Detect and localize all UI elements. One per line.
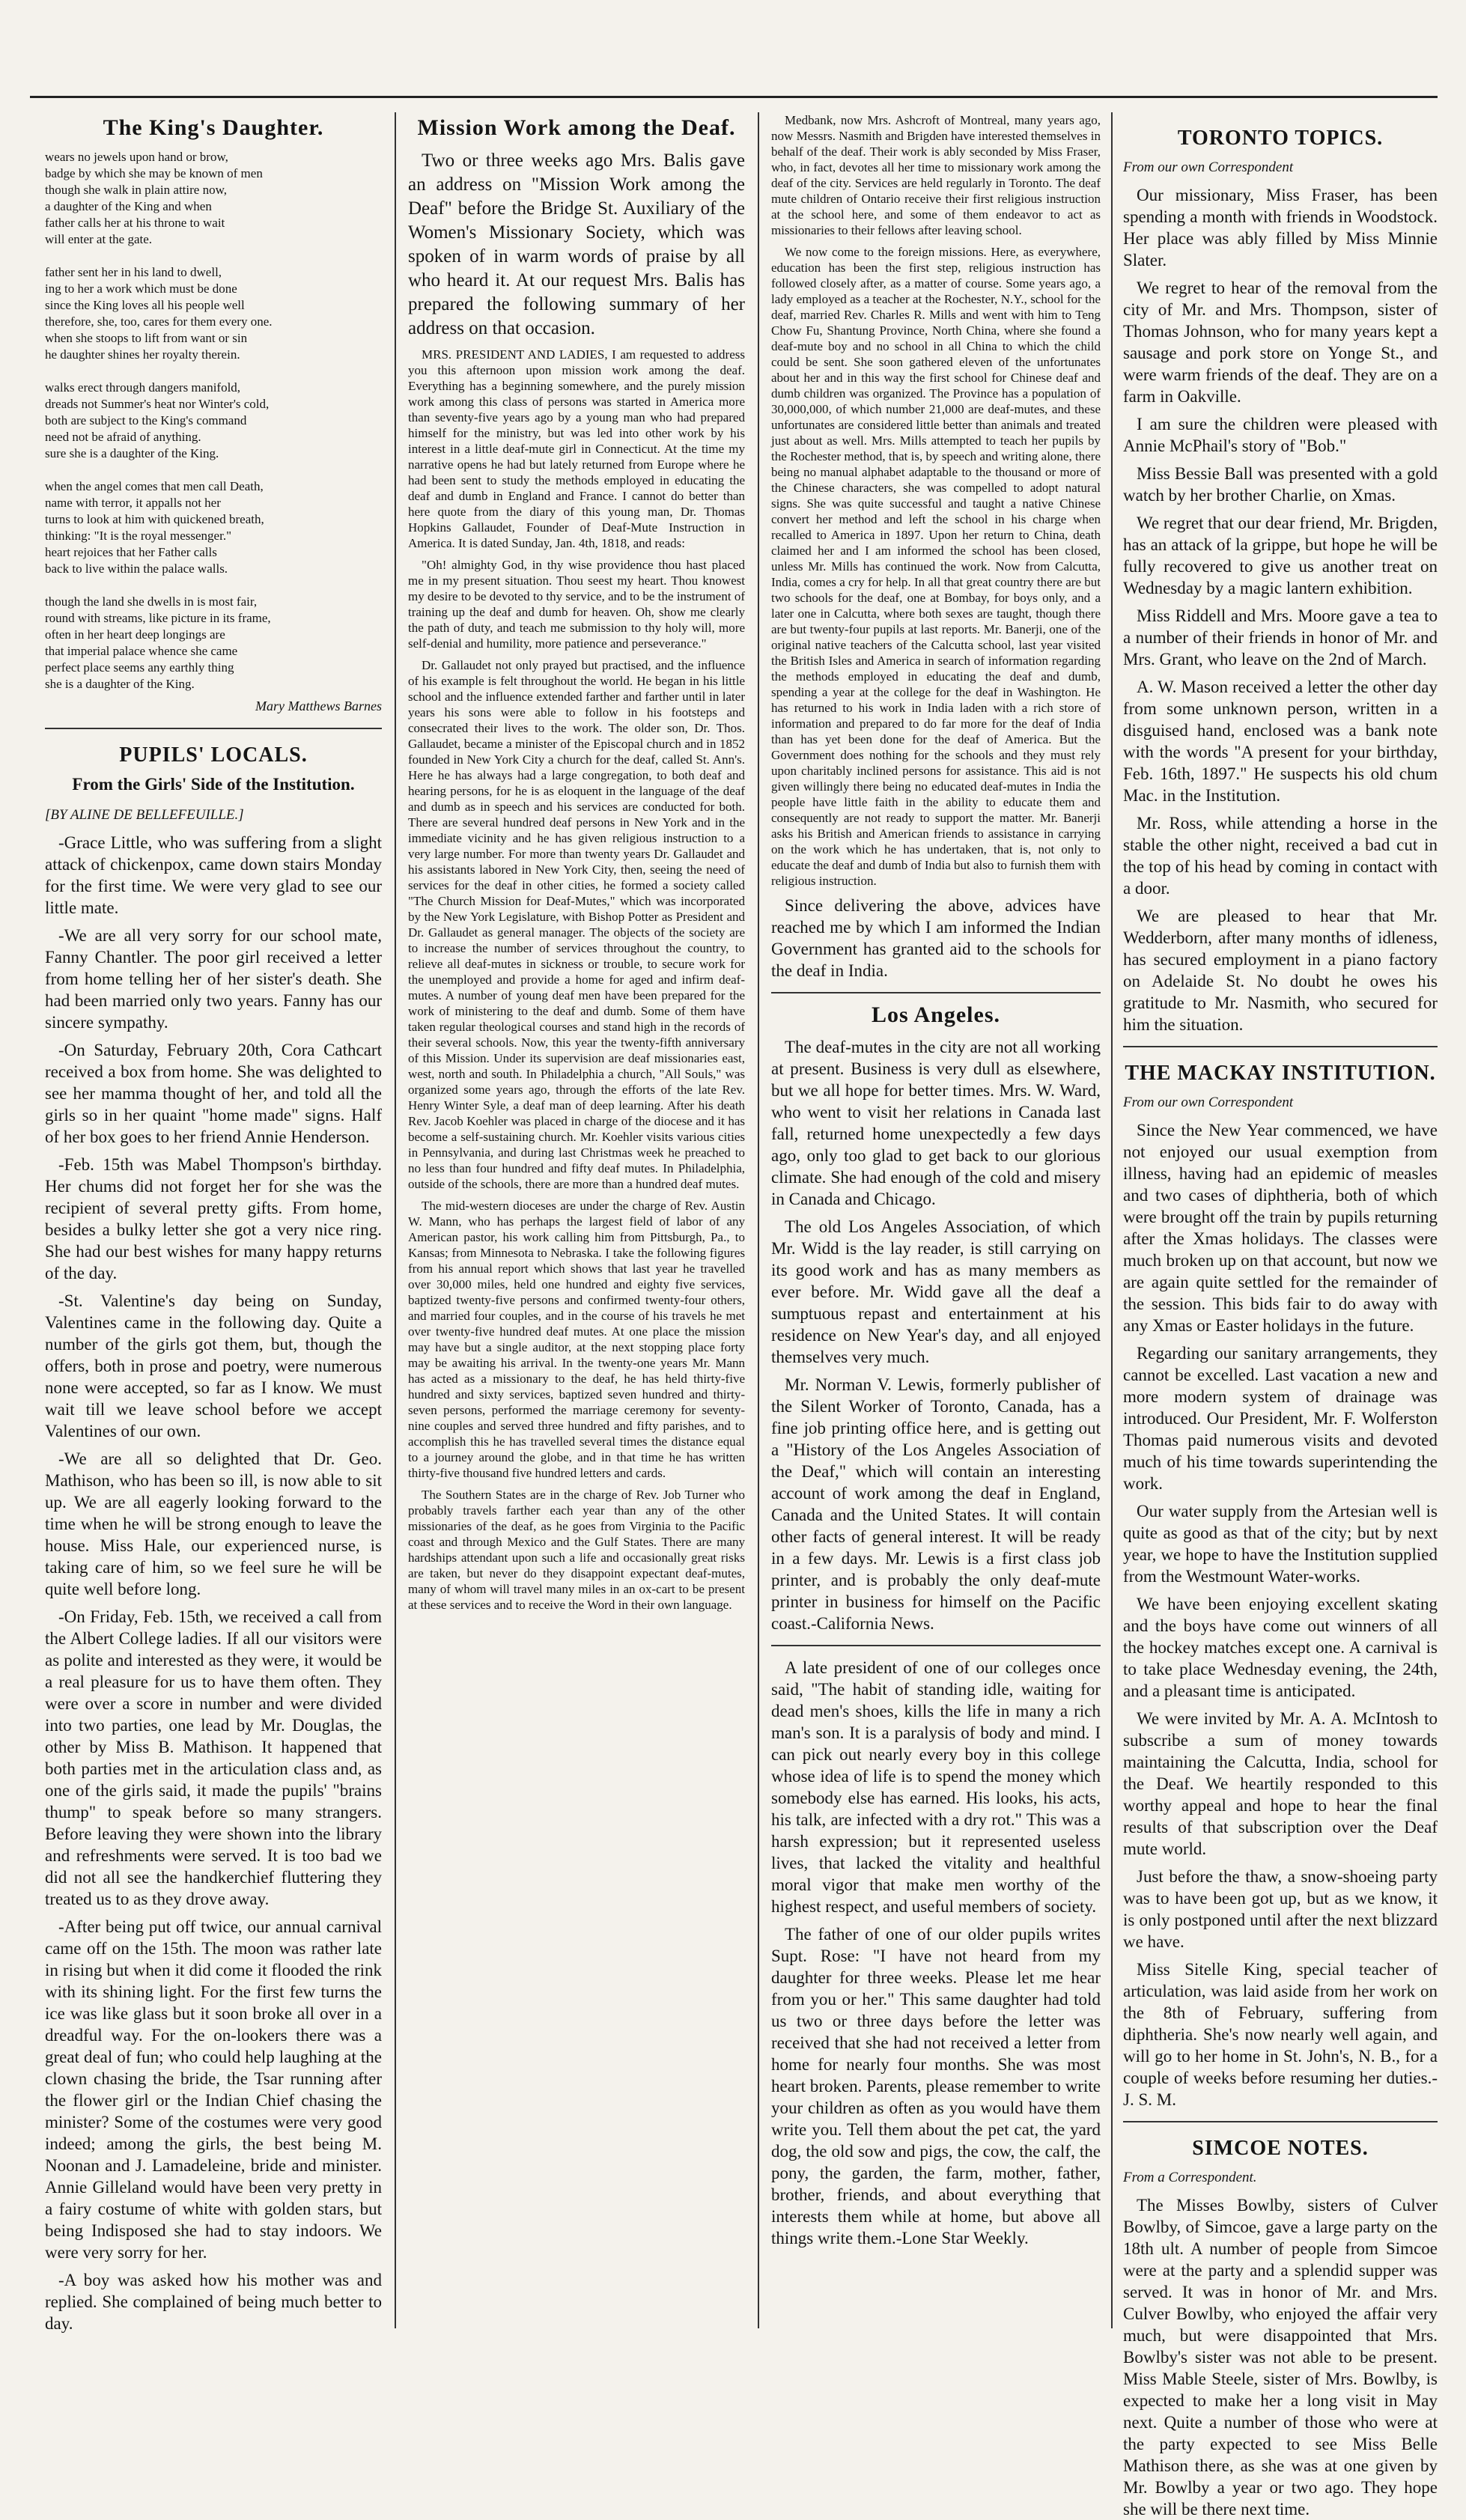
toronto-item: I am sure the children were pleased with Annie McPhail's story of "Bob."	[1123, 415, 1438, 455]
kings-daughter-poem: wears no jewels upon hand or brow, badge by which she may be known of men though she walk in plain attire now, a daughter of the King and when father calls her at his throne to wait will enter at the gate. father sent her in his land to dwell, ing to her a work which must be done since the King loves all his people well therefore, she, too, cares for them every one. when she stoops to lift from want or sin he daughter shines her royalty therein. walks erect through dangers manifold, dreads not Summer's heat nor Winter's cold, both are subject to the King's command need not be afraid of anything. sure she is a daughter of the King. when the angel comes that men call Death, name with terror, it appalls not her turns to look at him with quickened breath, thinking: "It is the royal messenger." heart rejoices that her Father calls back to live within the palace walls. though the land she dwells in is most fair, round with streams, like picture in its frame, often in her heart deep longings are that imperial palace whence she came perfect place seems any earthly thing she is a daughter of the King.	[45, 150, 273, 691]
toronto-item: We regret that our dear friend, Mr. Brigden, has an attack of la grippe, but hope he will be fully recovered to give us another treat on Wednesday by a magic lantern exhibition.	[1123, 514, 1438, 597]
section-rule	[45, 728, 382, 729]
simcoe-item: The Misses Bowlby, sisters of Culver Bowlby, of Simcoe, gave a large party on the 18th ult. A number of people from Simcoe were at the party and a splendid supper was served. It was in honor of Mr. and Mrs. Culver Bowlby, who enjoyed the affair very much, but were disappointed that Mrs. Bowlby's sister was not able to be present. Miss Mable Steele, sister of Mrs. Bowlby, is expected to make her a long visit in May next. Quite a number of those who were at the party expected to see Miss Belle Mathison there, as she was at one given by Mr. Bowlby a year or two ago. They hope she will be there next time.	[1123, 2196, 1438, 2519]
mission-paragraph: Dr. Gallaudet not only prayed but practised, and the influence of his example is felt throughout the world. He began in his little school and the influence extended farther and farther until in later years his sons were able to follow in his footsteps and consecrated their lives to the work. The older son, Dr. Thos. Gallaudet, became a minister of the Episcopal church and in 1852 founded in New York City a church for the deaf, called St. Ann's. Here he has always had a large congregation, to both deaf and hearing persons, for he is as eloquent in the language of the deaf and dumb as in speech and his services are conducted for both. There are several hundred deaf persons in New York and in the immediate vicinity and he has given religious instruction to a very large number. For more than twenty years Dr. Gallaudet and his assistants labored in New York City, then, seeing the need of services for the deaf in other cities, he formed a society called "The Church Mission for Deaf-Mutes," which was incorporated by the New York Legislature, with Bishop Potter as President and Dr. Gallaudet as general manager. The objects of the society are to increase the number of services throughout the country, to relieve all deaf-mutes in sickness or trouble, to secure work for the unemployed and provide a home for aged and infirm deaf-mutes. A number of young deaf men have been prepared for the work of ministering to the deaf and dumb. Some of them have taken regular theological courses and stand high in the records of their several schools. Now, this year the twenty-fifth anniversary of this Mission. Under its supervision are deaf missionaries east, west, north and south. In Philadelphia a church, "All Souls," was organized some years ago, through the efforts of the late Rev. Henry Winter Syle, a deaf man of deep learning. After his death Rev. Jacob Koehler was placed in charge of the diocese and it has become a self-sustaining church. Mr. Koehler visits various cities in Pennsylvania, and during last Christmas week he preached to no less than four hundred and fifty deaf mutes. In Philadelphia, outside of the schools, there are more than a hundred deaf mutes.	[408, 658, 745, 1191]
editorial-item: A late president of one of our colleges once said, "The habit of standing idle, waiting for dead men's shoes, kills the life in many a rich man's son. It is a paralysis of body and mind. I can pick out nearly every boy in this college whose idea of life is to spend the money which somebody else has earned. His looks, his acts, his talk, are infected with a dry rot." This was a harsh expression; but it represented useless lives, that lacked the vitality and healthful moral vigor that make men worthy of the highest respect, and useful members of society.	[771, 1658, 1101, 1916]
los-angeles-item: The deaf-mutes in the city are not all working at present. Business is very dull as elsewhere, but we all hope for better times. Mrs. W. Ward, who went to visit her relations in Canada last fall, returned home unexpectedly a few days ago, only too glad to get back to our glorious climate. She had enough of the cold and misery in Canada and Chicago.	[771, 1038, 1101, 1208]
los-angeles-item: Mr. Norman V. Lewis, formerly publisher of the Silent Worker of Toronto, Canada, has a fine job printing office here, and is getting out a "History of the Los Angeles Association of the Deaf," which will contain an interesting account of work among the deaf in England, Canada and the United States. It will contain other facts of general interest. It will be ready in a few days. Mr. Lewis is a first class job printer, and is probably the only deaf-mute printer in business for himself on the Pacific coast.-California News.	[771, 1375, 1101, 1633]
kings-daughter-title: The King's Daughter.	[103, 115, 324, 140]
local-item: -On Friday, Feb. 15th, we received a call from the Albert College ladies. If all our visitors were as polite and interested as they were, it would be a real pleasure for us to have them often. They were over a score in number and were divided into two parties, one lead by Mr. Douglas, the other by Miss B. Mathison. It happened that both parties met in the articulation class and, as one of the girls said, it made the pupils' "brains thump" to speak before so many strangers. Before leaving they were shown into the library and refreshments were served. It is too bad we did not all see the handkerchief fluttering they treated us to as they drove away.	[45, 1607, 382, 1908]
section-rule	[1123, 2121, 1438, 2122]
top-rule	[30, 96, 1438, 98]
mission-continued: We now come to the foreign missions. Here, as everywhere, education has been the first step, religious instruction has followed closely after, as a matter of course. Some years ago, a lady employed as a teacher at the Rochester, N.Y., school for the deaf, married Rev. Charles R. Mills and went with him to Teng Chow Fu, Shantung Province, North China, where she found a deaf-mute boy and no school in all China to which the child could be sent. She soon gathered eleven of the unfortunates about her and in this way the first school for Chinese deaf and dumb children was organized. The Province has a population of 30,000,000, of which number 21,000 are deaf-mutes, and these unfortunates are considered little better than animals and treated just about as well. Mrs. Mills attempted to teach her pupils by the Rochester method, that is, by speech and writing alone, there being no manual alphabet adaptable to the thousand or more of the Chinese characters, she was compelled to adopt natural signs. She was quite successful and taught a native Chinese convert her method and left the school in his charge when recalled to America in 1897. Upon her return to China, death claimed her and I am informed the school has been closed, unless Mr. Mills has continued the work. Now from Calcutta, India, comes a cry for help. In all that great country there are but two schools for the deaf, one at Bombay, for boys only, and a later one in Calcutta, where both sexes are taught, though there are but twenty-four pupils at last reports. Mr. Banerji, one of the original native teachers of the Calcutta school, last year visited the British Isles and America in search of information regarding the methods employed in educating the deaf and dumb, spending a year at the college for the deaf in Washington. He has returned to his work in India laden with a rich store of information and prepared to do far more for the deaf of India than has yet been done for the deaf of America. But the Government does nothing for the schools and they must rely upon charitably inclined persons for assistance. This aid is not given willingly there being no educated deaf-mutes in India the people have little faith in the ability to educate them and consequently are not ready to support the matter. Mr. Banerji asks his British and American friends to assistance in carrying on the work which he has undertaken, that is, not only to educate the deaf and dumb of India but also to furnish them with religious instruction.	[771, 245, 1101, 888]
column-1	[45, 112, 382, 2333]
mission-continued: Medbank, now Mrs. Ashcroft of Montreal, many years ago, now Messrs. Nasmith and Brigden have interested themselves in behalf of the deaf. Their work is ably seconded by Miss Fraser, who, in fact, devotes all her time to missionary work among the deaf of the city. Services are held regularly in Toronto. The deaf mute children of Ontario receive their first religious instruction at the school here, and some of them endeavor to act as missionaries to their fellows after leaving school.	[771, 113, 1101, 237]
section-rule	[771, 1645, 1101, 1646]
column-divider	[758, 112, 759, 2328]
los-angeles-title: Los Angeles.	[871, 1002, 1001, 1027]
local-item: -St. Valentine's day being on Sunday, Valentines came in the following day. Quite a number of the girls got them, but, though the offers, both in prose and poetry, were numerous none were accepted, so far as I know. We must wait till we leave school before we accept Valentines of our own.	[45, 1291, 382, 1440]
toronto-item: We regret to hear of the removal from the city of Mr. and Mrs. Thompson, sister of Thomas Johnson, who for many years kept a sausage and pork store on Yonge St., and were warm friends of the deaf. They are on a farm in Oakville.	[1123, 279, 1438, 406]
mackay-item: We were invited by Mr. A. A. McIntosh to subscribe a sum of money towards maintaining the Calcutta, India, school for the Deaf. We heartily responded to this worthy appeal and hope to hear the final results of that subscription over the Deaf mute world.	[1123, 1709, 1438, 1858]
column-divider	[395, 112, 396, 2328]
mission-work-title: Mission Work among the Deaf.	[417, 115, 736, 140]
section-rule	[771, 992, 1101, 993]
column-4	[1123, 112, 1438, 2519]
simcoe-byline: From a Correspondent.	[1123, 2170, 1257, 2185]
mackay-item: We have been enjoying excellent skating and the boys have come out winners of all the hockey matches except one. A carnival is to take place Wednesday evening, the 24th, and a pleasant time is anticipated.	[1123, 1595, 1438, 1700]
mission-paragraph: "Oh! almighty God, in thy wise providence thou hast placed me in my present situation. Thou seest my heart. Thou knowest my desire to be devoted to thy service, and to be the instrument of training up the deaf and dumb for heaven. Oh, show me clearly the path of duty, and teach me submission to thy holy will, more self-denial and humility, more patience and perseverance."	[408, 558, 745, 651]
mackay-item: Regarding our sanitary arrangements, they cannot be excelled. Last vacation a new and more modern system of drainage was introduced. Our President, Mr. F. Wolferston Thomas paid numerous visits and devoted much of his time towards superintending the work.	[1123, 1344, 1438, 1493]
mackay-title: THE MACKAY INSTITUTION.	[1125, 1062, 1436, 1085]
toronto-item: A. W. Mason received a letter the other day from some unknown person, written in a disguised hand, enclosed was a bank note with the words "A present for your birthday, Feb. 16th, 1897." He suspects his old chum Mac. in the Institution.	[1123, 678, 1438, 805]
mission-postscript: Since delivering the above, advices have reached me by which I am informed the Indian Government has granted aid to the schools for the deaf in India.	[771, 896, 1101, 980]
mission-paragraph: MRS. PRESIDENT AND LADIES, I am requested to address you this afternoon upon mission work among the deaf. Everything has a beginning somewhere, and the purely mission work among this class of persons was started in America more than seventy-five years ago by a young man who had prepared himself for the ministry, but was led into other work by his interest in a little deaf-mute girl in Connecticut. At the time my narrative opens he had but lately returned from Europe where he had been sent to study the methods employed in educating the deaf and dumb in England and France. I cannot do better than here quote from the diary of this young man, Dr. Thomas Hopkins Gallaudet, Founder of Deaf-Mute Instruction in America. It is dated Sunday, Jan. 4th, 1818, and reads:	[408, 347, 745, 550]
pupils-locals-byline: [BY ALINE DE BELLEFEUILLE.]	[45, 807, 244, 823]
local-item: -We are all so delighted that Dr. Geo. Mathison, who has been so ill, is now able to sit up. We are all eagerly looking forward to the time when he will be strong enough to leave the house. Miss Hale, our experienced nurse, is taking care of him, so we feel sure he will be quite well before long.	[45, 1449, 382, 1598]
local-item: -After being put off twice, our annual carnival came off on the 15th. The moon was rather late in rising but when it did come it flooded the rink with its shining light. For the first few turns the ice was like glass but it soon broke all over in a dreadful way. For the on-lookers there was a great deal of fun; who could help laughing at the clown chasing the bride, the Tsar running after the flower girl or the Indian Chief chasing the minister? Some of the costumes were very good indeed; among the girls, the best being M. Noonan and J. Lamadeleine, bride and minister. Annie Gilleland would have been very pretty in a fairy costume of white with golden stars, but being Indisposed she had to stay indoors. We were very sorry for her.	[45, 1917, 382, 2262]
mission-paragraph: The Southern States are in the charge of Rev. Job Turner who probably travels farther each year than any of the other missionaries of the deaf, as he goes from Virginia to the Pacific coast and through Mexico and the Gulf States. There are many hardships attendant upon such a life and occasionally great risks are taken, but never do they disappoint expectant deaf-mutes, many of whom will travel many miles in an ox-cart to be present at these services and to receive the Word in their own language.	[408, 1488, 745, 1612]
toronto-item: Mr. Ross, while attending a horse in the stable the other night, received a bad cut in the top of his head by coming in contact with a door.	[1123, 814, 1438, 898]
mackay-item: Miss Sitelle King, special teacher of articulation, was laid aside from her work on the 8th of February, suffering from diphtheria. She's now nearly well again, and will go to her home in St. John's, N. B., for a couple of weeks before resuming her duties.-J. S. M.	[1123, 1960, 1438, 2109]
local-item: -We are all very sorry for our school mate, Fanny Chantler. The poor girl received a letter from home telling her of her sister's death. She had been married only two years. Fanny has our sincere sympathy.	[45, 926, 382, 1032]
mission-paragraph: The mid-western dioceses are under the charge of Rev. Austin W. Mann, who has perhaps the largest field of labor of any American pastor, his work calling him from Pittsburgh, Pa., to Kansas; from Minnesota to Nebraska. I take the following figures from his annual report which shows that last year he travelled over 30,000 miles, held one hundred and eighty five services, baptized twenty-five persons and confirmed twenty-four others, and married four couples, and in the course of his travels he met over twenty-five hundred deaf mutes. At one place the mission may have but a single auditor, at the next stopping place forty may be awaiting his arrival. In the twenty-one years Mr. Mann has acted as a missionary to the deaf, he has held thirty-five hundred and sixty services, baptized seven hundred and thirty-seven persons, performed the marriage ceremony for seventy-nine couples and served three hundred and fifty parishes, and to accomplish this he has travelled several times the distance equal to a journey around the globe, and in that time he has written thirty-five thousand five hundred letters and cards.	[408, 1199, 745, 1480]
local-item: -A boy was asked how his mother was and replied. She complained of being much better to day.	[45, 2271, 382, 2333]
section-rule	[1123, 1046, 1438, 1047]
editorial-item: The father of one of our older pupils writes Supt. Rose: "I have not heard from my daughter for three weeks. Please let me hear from you or her." This same daughter had told us two or three days before the letter was received that she had not received a letter from home for nearly four months. She was most heart broken. Parents, please remember to write your children as often as you would have them write you. Tell them about the pet cat, the yard dog, the old sow and pigs, the cow, the calf, the pony, the garden, the farm, mother, father, brother, friends, and about everything that interests them while at home, but above all things write them.-Lone Star Weekly.	[771, 1925, 1101, 2247]
toronto-item: Our missionary, Miss Fraser, has been spending a month with friends in Woodstock. Her place was ably filled by Miss Minnie Slater.	[1123, 186, 1438, 270]
toronto-item: Miss Bessie Ball was presented with a gold watch by her brother Charlie, on Xmas.	[1123, 464, 1438, 505]
mackay-byline: From our own Correspondent	[1123, 1095, 1294, 1110]
simcoe-notes-title: SIMCOE NOTES.	[1192, 2137, 1369, 2160]
pupils-locals-title: PUPILS' LOCALS.	[119, 743, 308, 767]
local-item: -Feb. 15th was Mabel Thompson's birthday. Her chums did not forget her for she was the recipient of several pretty gifts. From home, besides a bulky letter she got a very nice ring. She had our best wishes for many happy returns of the day.	[45, 1155, 382, 1282]
local-item: -On Saturday, February 20th, Cora Cathcart received a box from home. She was delighted to see her mamma thought of her, and told all the girls so in her quaint "home made" signs. Half of her box goes to her friend Annie Henderson.	[45, 1041, 382, 1146]
mission-intro: Two or three weeks ago Mrs. Balis gave an address on "Mission Work among the Deaf" before the Bridge St. Auxiliary of the Women's Missionary Society, which was spoken of in warm words of praise by all who heard it. At our request Mrs. Balis has prepared the following summary of her address on that occasion.	[408, 150, 745, 338]
local-item: -Grace Little, who was suffering from a slight attack of chickenpox, came down stairs Monday for the first time. We were very glad to see our little mate.	[45, 833, 382, 917]
column-divider	[1111, 112, 1113, 2328]
toronto-topics-byline: From our own Correspondent	[1123, 159, 1294, 175]
column-2	[408, 112, 745, 2328]
column-3	[771, 112, 1101, 2328]
mackay-item: Since the New Year commenced, we have not enjoyed our usual exemption from illness, having had an epidemic of measles and two cases of diphtheria, both of which were brought off the train by pupils returning after the Xmas holidays. The classes were much broken up on that account, but now we are again quite settled for the remainder of the session. This bids fair to do away with any Xmas or Easter holidays in the future.	[1123, 1121, 1438, 1335]
los-angeles-item: The old Los Angeles Association, of which Mr. Widd is the lay reader, is still carrying on its good work and has as many members as ever before. Mr. Widd gave all the deaf a sumptuous repast and entertainment at his residence on New Year's day, and all enjoyed themselves very much.	[771, 1217, 1101, 1366]
toronto-item: Miss Riddell and Mrs. Moore gave a tea to a number of their friends in honor of Mr. and Mrs. Grant, who leave on the 2nd of March.	[1123, 606, 1438, 669]
mackay-item: Just before the thaw, a snow-shoeing party was to have been got up, but as we know, it is only postponed until after the next blizzard we have.	[1123, 1867, 1438, 1951]
mackay-item: Our water supply from the Artesian well is quite as good as that of the city; but by next year, we hope to have the Institution supplied from the Westmount Water-works.	[1123, 1502, 1438, 1586]
poem-author: Mary Matthews Barnes	[255, 699, 382, 713]
toronto-item: We are pleased to hear that Mr. Wedderborn, after many months of idleness, has secured employment in a piano factory on Adelaide St. No doubt he owes his gratitude to Mr. Nasmith, who secured for him the situation.	[1123, 907, 1438, 1034]
pupils-locals-subtitle: From the Girls' Side of the Institution.	[72, 775, 355, 794]
toronto-topics-title: TORONTO TOPICS.	[1177, 127, 1384, 150]
